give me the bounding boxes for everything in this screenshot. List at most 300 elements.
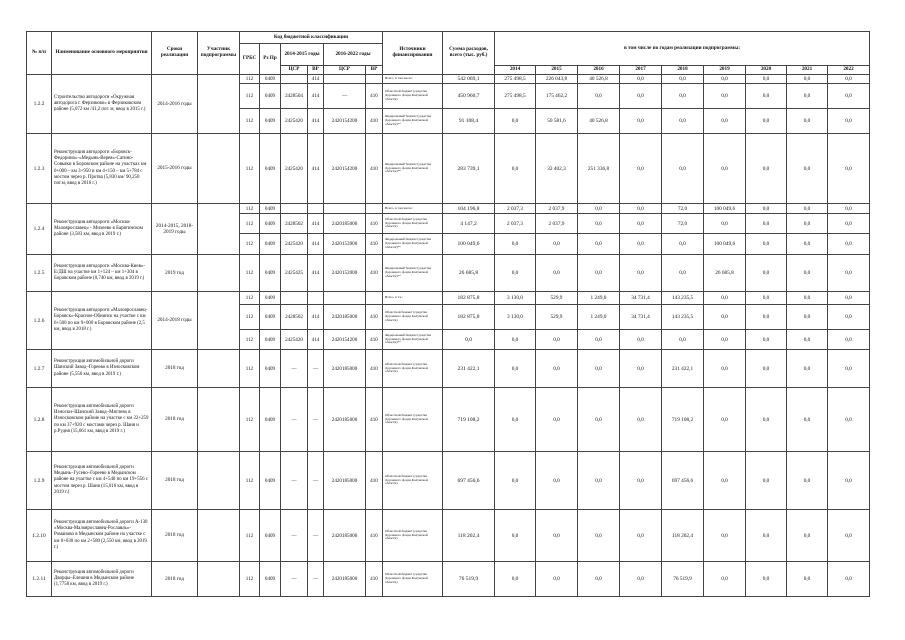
row-index: 1.2.4 (27, 204, 52, 255)
cell-year-value: 0,0 (746, 510, 787, 562)
cell-vr-2016: 410 (366, 214, 383, 234)
header-col-csr-2: ЦСР (324, 66, 366, 75)
header-col-name: Наименование основного мероприятия (52, 32, 152, 75)
cell-year-value: 0,0 (620, 75, 662, 84)
cell-year-value: 0,0 (704, 305, 746, 330)
cell-year-value: 2 037,9 (536, 204, 578, 214)
cell-funding-source: Областной бюджет (средства Дорожного фонда Калужской области) (383, 214, 443, 234)
header-year: 2014 (495, 66, 536, 75)
header-col-2014-2015: 2014-2015 годы (281, 44, 324, 66)
cell-rzpr: 0409 (260, 305, 281, 330)
cell-grbs: 112 (240, 109, 260, 134)
cell-year-value: 0,0 (704, 292, 746, 305)
cell-csr-2014: — (281, 388, 308, 452)
cell-year-value: 0,0 (620, 388, 662, 452)
cell-year-value: 0,0 (746, 214, 787, 234)
cell-total-sum: 91 108,4 (443, 109, 495, 134)
cell-csr-2016: 2420154200 (324, 109, 366, 134)
cell-year-value: 0,0 (620, 214, 662, 234)
cell-funding-source: Областной бюджет (средства Дорожного фонда Калужской области) (383, 510, 443, 562)
cell-year-value: 226 043,8 (536, 75, 578, 84)
cell-year-value: 0,0 (787, 350, 828, 388)
header-year: 2019 (704, 66, 746, 75)
cell-year-value: 0,0 (828, 388, 870, 452)
cell-year-value: 0,0 (746, 388, 787, 452)
cell-csr-2014: 2425425 (281, 255, 308, 292)
cell-vr-2016: 410 (366, 255, 383, 292)
cell-year-value: 3 130,0 (495, 305, 536, 330)
cell-year-value: 275 498,5 (495, 84, 536, 109)
cell-year-value: 0,0 (495, 234, 536, 255)
cell-vr-2014: — (308, 452, 324, 510)
cell-vr-2016: 410 (366, 388, 383, 452)
cell-csr-2016: 2420153900 (324, 234, 366, 255)
row-participant (198, 292, 240, 350)
cell-year-value: 0,0 (828, 562, 870, 597)
cell-funding-source: Федеральный бюджет (средства Дорожного фонда Калужской области)** (383, 330, 443, 350)
cell-year-value: 0,0 (828, 305, 870, 330)
cell-year-value: 0,0 (536, 350, 578, 388)
row-participant (198, 255, 240, 292)
cell-vr-2016 (366, 292, 383, 305)
cell-vr-2014 (308, 204, 324, 214)
row-terms: 2015-2016 годы (152, 134, 198, 204)
cell-year-value: 0,0 (536, 562, 578, 597)
cell-year-value: 0,0 (828, 255, 870, 292)
cell-total-sum: 4 147,2 (443, 214, 495, 234)
cell-rzpr: 0409 (260, 292, 281, 305)
cell-rzpr: 0409 (260, 562, 281, 597)
cell-rzpr: 0409 (260, 75, 281, 84)
row-activity-name: Реконструкция автодороги «Москва-Киев»-Е/ДШ на участке км 1+124 – км 1+304 в Боровском районе (0,740 км, ввод в 2019 г.) (52, 255, 152, 292)
cell-grbs: 112 (240, 84, 260, 109)
cell-csr-2014: 2425420 (281, 109, 308, 134)
cell-vr-2016: 410 (366, 562, 383, 597)
cell-year-value: 0,0 (495, 388, 536, 452)
cell-year-value: 143 235,5 (662, 292, 704, 305)
row-terms: 2014-2018 годы (152, 292, 198, 350)
row-index: 1.2.9 (27, 452, 52, 510)
cell-year-value: 0,0 (578, 214, 620, 234)
header-col-sources: Источники финансирования (383, 32, 443, 75)
cell-vr-2016: 410 (366, 510, 383, 562)
cell-csr-2016: 2420185000 (324, 388, 366, 452)
cell-year-value: 0,0 (746, 84, 787, 109)
cell-year-value: 0,0 (662, 255, 704, 292)
cell-vr-2014: 414 (308, 305, 324, 330)
cell-year-value: 0,0 (828, 214, 870, 234)
cell-year-value: 100 049,6 (704, 204, 746, 214)
cell-grbs: 112 (240, 452, 260, 510)
row-index: 1.2.7 (27, 350, 52, 388)
row-activity-name: Строительство автодороги «Окружная автодорога г. Ферзиково» в Ферзиковском районе (5,072 км /41,2 пог. м, ввод в 2015 г.) (52, 75, 152, 134)
cell-csr-2014 (281, 75, 308, 84)
cell-year-value: 0,0 (787, 452, 828, 510)
cell-year-value: 0,0 (746, 452, 787, 510)
cell-vr-2016 (366, 75, 383, 84)
cell-total-sum: 719 108,2 (443, 388, 495, 452)
cell-vr-2016: 410 (366, 134, 383, 204)
cell-year-value: 2 037,9 (536, 214, 578, 234)
cell-year-value: 0,0 (704, 214, 746, 234)
cell-year-value: 0,0 (828, 109, 870, 134)
cell-grbs: 112 (240, 388, 260, 452)
cell-year-value: 529,9 (536, 292, 578, 305)
cell-year-value: 175 462,2 (536, 84, 578, 109)
cell-year-value: 0,0 (828, 204, 870, 214)
cell-year-value: 275 498,5 (495, 75, 536, 84)
cell-grbs: 112 (240, 214, 260, 234)
cell-year-value: 0,0 (578, 388, 620, 452)
cell-year-value: 118 202,4 (662, 510, 704, 562)
cell-year-value: 0,0 (578, 255, 620, 292)
cell-year-value: 0,0 (746, 330, 787, 350)
cell-vr-2016: 410 (366, 305, 383, 330)
cell-year-value: 1 249,0 (578, 305, 620, 330)
cell-year-value: 0,0 (536, 330, 578, 350)
cell-grbs: 112 (240, 330, 260, 350)
cell-total-sum: 182 875,8 (443, 305, 495, 330)
row-index: 1.2.8 (27, 388, 52, 452)
cell-year-value: 0,0 (495, 510, 536, 562)
cell-funding-source: Областной бюджет (средства Дорожного фонда Калужской области) (383, 84, 443, 109)
table-row (27, 204, 870, 214)
header-col-budget-code: Код бюджетной классификации (240, 32, 383, 44)
table-row (27, 292, 870, 305)
cell-funding-source: Областной бюджет (средства Дорожного фонда Калужской области) (383, 388, 443, 452)
cell-grbs: 112 (240, 510, 260, 562)
cell-rzpr: 0409 (260, 109, 281, 134)
cell-year-value: 251 336,8 (578, 134, 620, 204)
cell-year-value: 0,0 (704, 75, 746, 84)
cell-year-value: 0,0 (787, 255, 828, 292)
cell-csr-2016: 2420185000 (324, 562, 366, 597)
cell-rzpr: 0409 (260, 255, 281, 292)
cell-year-value: 0,0 (746, 255, 787, 292)
cell-total-sum: 182 875,8 (443, 292, 495, 305)
cell-funding-source: Федеральный бюджет (средства Дорожного фонда Калужской области)** (383, 234, 443, 255)
table-row (27, 388, 870, 452)
cell-funding-source: Федеральный бюджет (средства Дорожного фонда Калужской области)** (383, 255, 443, 292)
cell-year-value: 0,0 (578, 510, 620, 562)
cell-year-value: 0,0 (578, 330, 620, 350)
row-index: 1.2.11 (27, 562, 52, 597)
cell-year-value: 0,0 (620, 204, 662, 214)
cell-year-value: 0,0 (620, 255, 662, 292)
cell-vr-2016: 410 (366, 452, 383, 510)
cell-year-value: 0,0 (578, 204, 620, 214)
cell-grbs: 112 (240, 305, 260, 330)
cell-vr-2016: 410 (366, 84, 383, 109)
cell-year-value: 0,0 (495, 452, 536, 510)
cell-total-sum: 100 049,6 (443, 234, 495, 255)
cell-grbs: 112 (240, 204, 260, 214)
cell-year-value: 0,0 (704, 388, 746, 452)
table-row (27, 562, 870, 597)
cell-csr-2014: — (281, 452, 308, 510)
cell-total-sum: 26 685,8 (443, 255, 495, 292)
cell-csr-2016: 2420185000 (324, 305, 366, 330)
cell-csr-2016: 2420185000 (324, 350, 366, 388)
cell-year-value: 0,0 (495, 350, 536, 388)
row-participant (198, 562, 240, 597)
cell-grbs: 112 (240, 255, 260, 292)
cell-vr-2016 (366, 204, 383, 214)
cell-funding-source: Областной бюджет (средства Дорожного фонда Калужской области) (383, 350, 443, 388)
table-row (27, 75, 870, 84)
cell-rzpr: 0409 (260, 234, 281, 255)
cell-grbs: 112 (240, 75, 260, 84)
header-col-rzpr: Рз Пр (260, 44, 281, 75)
row-index: 1.2.2 (27, 75, 52, 134)
row-activity-name: Реконструкция автомобильной дороги Износки–Шанский Завод–Мятлево в Износковском районе на участке с км 22+259 по км 37+920 с мостами через р. Шаня и р.Рудня (15,661 км, ввод в 2019 г.) (52, 388, 152, 452)
cell-year-value: 697 456,6 (662, 452, 704, 510)
cell-total-sum: 104 196,8 (443, 204, 495, 214)
cell-year-value: 0,0 (746, 234, 787, 255)
cell-grbs: 112 (240, 350, 260, 388)
cell-year-value: 0,0 (828, 234, 870, 255)
cell-year-value: 0,0 (704, 84, 746, 109)
cell-csr-2014 (281, 204, 308, 214)
cell-rzpr: 0409 (260, 214, 281, 234)
cell-total-sum: 0,0 (443, 330, 495, 350)
cell-year-value: 0,0 (495, 330, 536, 350)
header-col-vr-2: ВР (366, 66, 383, 75)
cell-funding-source: Федеральный бюджет (средства Дорожного фонда Калужской области)** (383, 134, 443, 204)
cell-vr-2014: — (308, 350, 324, 388)
cell-year-value: 0,0 (787, 204, 828, 214)
cell-year-value: 100 049,6 (704, 234, 746, 255)
cell-funding-source: Всего, в т.ч.: (383, 292, 443, 305)
cell-vr-2014: 414 (308, 255, 324, 292)
cell-vr-2016: 410 (366, 234, 383, 255)
header-col-terms: Сроки реализации (152, 32, 198, 75)
row-index: 1.2.10 (27, 510, 52, 562)
row-activity-name: Реконструкция автодороги «Боровск-Федорино»-«Медынь-Верея»-Сатино-Совьяки в Боровском районе на участках км 0+000 – км 3+950 и км 4+150 – км 5+784 с мостом через р. Протва (5,830 км/ 90,250 пог.м, ввод в 2016 г.) (52, 134, 152, 204)
row-terms: 2018 год (152, 350, 198, 388)
table-row (27, 255, 870, 292)
cell-funding-source: Областной бюджет (средства Дорожного фонда Калужской области) (383, 452, 443, 510)
cell-year-value: 0,0 (746, 109, 787, 134)
cell-vr-2014 (308, 292, 324, 305)
cell-csr-2014: 2425420 (281, 134, 308, 204)
row-activity-name: Реконструкция автодороги «Москва-Малоярославец» - Михеево в Барятинском районе (3,583 км, ввод в 2019 г.) (52, 204, 152, 255)
table-row (27, 134, 870, 204)
cell-year-value: 0,0 (787, 305, 828, 330)
header-col-num: № п/п (27, 32, 52, 75)
cell-csr-2014: 2425420 (281, 330, 308, 350)
cell-year-value: 2 037,3 (495, 204, 536, 214)
cell-csr-2016: 2420185000 (324, 214, 366, 234)
cell-csr-2014: 2428504 (281, 84, 308, 109)
cell-csr-2014: 2428502 (281, 214, 308, 234)
header-year: 2017 (620, 66, 662, 75)
header-year: 2016 (578, 66, 620, 75)
header-col-sum: Сумма расходов, всего (тыс. руб.) (443, 32, 495, 75)
cell-year-value: 2 037,3 (495, 214, 536, 234)
header-col-vr-1: ВР (308, 66, 324, 75)
cell-csr-2014: — (281, 350, 308, 388)
cell-csr-2014 (281, 292, 308, 305)
cell-csr-2014: 2428502 (281, 305, 308, 330)
cell-csr-2014: 2425420 (281, 234, 308, 255)
cell-year-value: 0,0 (787, 75, 828, 84)
cell-csr-2016: 2420154200 (324, 330, 366, 350)
cell-year-value: 0,0 (620, 109, 662, 134)
cell-vr-2014: 414 (308, 214, 324, 234)
cell-year-value: 719 108,2 (662, 388, 704, 452)
cell-year-value: 0,0 (620, 234, 662, 255)
cell-rzpr: 0409 (260, 388, 281, 452)
row-activity-name: Реконструкция автомобильной дороги Дворцы–Елешня в Медынском районе (1,7758 км, ввод в 2019 г.) (52, 562, 152, 597)
cell-year-value: 0,0 (495, 109, 536, 134)
cell-grbs: 112 (240, 562, 260, 597)
cell-year-value: 0,0 (787, 214, 828, 234)
cell-rzpr: 0409 (260, 452, 281, 510)
row-terms: 2014-2016 годы (152, 75, 198, 134)
cell-year-value: 0,0 (787, 510, 828, 562)
cell-year-value: 0,0 (704, 330, 746, 350)
cell-csr-2014: — (281, 510, 308, 562)
cell-grbs: 112 (240, 292, 260, 305)
cell-year-value: 0,0 (787, 388, 828, 452)
cell-csr-2014: — (281, 562, 308, 597)
cell-year-value: 231 422,1 (662, 350, 704, 388)
cell-year-value: 0,0 (620, 134, 662, 204)
cell-year-value: 0,0 (578, 350, 620, 388)
cell-year-value: 50 581,6 (536, 109, 578, 134)
row-index: 1.2.6 (27, 292, 52, 350)
cell-total-sum: 450 960,7 (443, 84, 495, 109)
row-terms: 2018 год (152, 562, 198, 597)
row-terms: 2018 год (152, 510, 198, 562)
header-year: 2022 (828, 66, 870, 75)
header-col-csr-1: ЦСР (281, 66, 308, 75)
row-participant (198, 350, 240, 388)
cell-year-value: 0,0 (495, 562, 536, 597)
cell-year-value: 0,0 (787, 134, 828, 204)
cell-funding-source: Всего, в том числе: (383, 75, 443, 84)
cell-total-sum: 283 739,1 (443, 134, 495, 204)
row-participant (198, 452, 240, 510)
cell-vr-2014: — (308, 562, 324, 597)
row-activity-name: Реконструкция автомобильной дороги Шанский Завод–Гореево в Износковском районе (5,550 км, ввод в 2019 г.) (52, 350, 152, 388)
cell-vr-2016: 410 (366, 109, 383, 134)
cell-csr-2016: — (324, 84, 366, 109)
cell-year-value: 0,0 (536, 255, 578, 292)
cell-rzpr: 0409 (260, 350, 281, 388)
cell-year-value: 34 731,4 (620, 305, 662, 330)
cell-year-value: 3 130,0 (495, 292, 536, 305)
cell-year-value: 0,0 (620, 452, 662, 510)
cell-total-sum: 76 519,9 (443, 562, 495, 597)
cell-vr-2014: 414 (308, 75, 324, 84)
cell-total-sum: 542 069,1 (443, 75, 495, 84)
cell-year-value: 0,0 (828, 75, 870, 84)
cell-vr-2014: 414 (308, 134, 324, 204)
cell-year-value: 0,0 (578, 234, 620, 255)
cell-year-value: 0,0 (704, 350, 746, 388)
cell-rzpr: 0409 (260, 204, 281, 214)
cell-funding-source: Федеральный бюджет (средства Дорожного фонда Калужской области)** (383, 109, 443, 134)
cell-year-value: 0,0 (828, 330, 870, 350)
table-header (27, 32, 870, 75)
cell-year-value: 0,0 (662, 75, 704, 84)
cell-year-value: 0,0 (578, 84, 620, 109)
cell-year-value: 0,0 (620, 510, 662, 562)
cell-csr-2016: 2420185000 (324, 510, 366, 562)
row-participant (198, 134, 240, 204)
cell-year-value: 0,0 (536, 388, 578, 452)
cell-year-value: 0,0 (536, 510, 578, 562)
cell-total-sum: 697 456,6 (443, 452, 495, 510)
cell-csr-2016: 2420185000 (324, 452, 366, 510)
cell-year-value: 0,0 (704, 562, 746, 597)
row-terms: 2014-2015, 2018-2019 годы (152, 204, 198, 255)
cell-year-value: 0,0 (620, 330, 662, 350)
row-index: 1.2.3 (27, 134, 52, 204)
cell-funding-source: Областной бюджет (средства Дорожного фонда Калужской области) (383, 305, 443, 330)
header-years-title: в том числе по годам реализации подпрограммы: (495, 32, 870, 66)
cell-vr-2014: 414 (308, 84, 324, 109)
header-year: 2021 (787, 66, 828, 75)
cell-year-value: 0,0 (704, 134, 746, 204)
cell-year-value: 76 519,9 (662, 562, 704, 597)
cell-year-value: 0,0 (828, 292, 870, 305)
cell-funding-source: Областной бюджет (средства Дорожного фонда Калужской области) (383, 562, 443, 597)
row-activity-name: Реконструкция автодороги «Малоярославец-Боровск»-Красное-Обнинск на участке с км 6+500 по км 9+000 в Боровском районе (2,5 км, ввод в 2018 г.) (52, 292, 152, 350)
cell-year-value: 0,0 (620, 562, 662, 597)
row-participant (198, 510, 240, 562)
cell-year-value: 0,0 (828, 84, 870, 109)
cell-year-value: 0,0 (662, 134, 704, 204)
cell-rzpr: 0409 (260, 510, 281, 562)
cell-year-value: 32 402,3 (536, 134, 578, 204)
header-year: 2018 (662, 66, 704, 75)
cell-vr-2016: 410 (366, 350, 383, 388)
cell-total-sum: 118 202,4 (443, 510, 495, 562)
cell-year-value: 0,0 (787, 234, 828, 255)
cell-year-value: 0,0 (787, 109, 828, 134)
header-year: 2015 (536, 66, 578, 75)
header-col-2016-2022: 2016-2022 годы (324, 44, 383, 66)
cell-grbs: 112 (240, 134, 260, 204)
table-row (27, 452, 870, 510)
cell-year-value: 0,0 (746, 292, 787, 305)
cell-rzpr: 0409 (260, 84, 281, 109)
cell-year-value: 0,0 (828, 134, 870, 204)
budget-table (26, 31, 870, 597)
cell-year-value: 0,0 (495, 134, 536, 204)
cell-year-value: 0,0 (746, 562, 787, 597)
cell-year-value: 0,0 (662, 109, 704, 134)
row-terms: 2018 год (152, 388, 198, 452)
table-row (27, 350, 870, 388)
cell-year-value: 0,0 (787, 292, 828, 305)
cell-year-value: 0,0 (787, 562, 828, 597)
cell-year-value: 0,0 (746, 350, 787, 388)
cell-year-value: 26 685,8 (704, 255, 746, 292)
table-body (27, 75, 870, 597)
cell-year-value: 0,0 (662, 330, 704, 350)
row-terms: 2019 год (152, 255, 198, 292)
row-participant (198, 204, 240, 255)
cell-csr-2016 (324, 204, 366, 214)
cell-year-value: 0,0 (620, 84, 662, 109)
cell-year-value: 0,0 (578, 452, 620, 510)
cell-year-value: 0,0 (828, 510, 870, 562)
cell-year-value: 0,0 (536, 234, 578, 255)
